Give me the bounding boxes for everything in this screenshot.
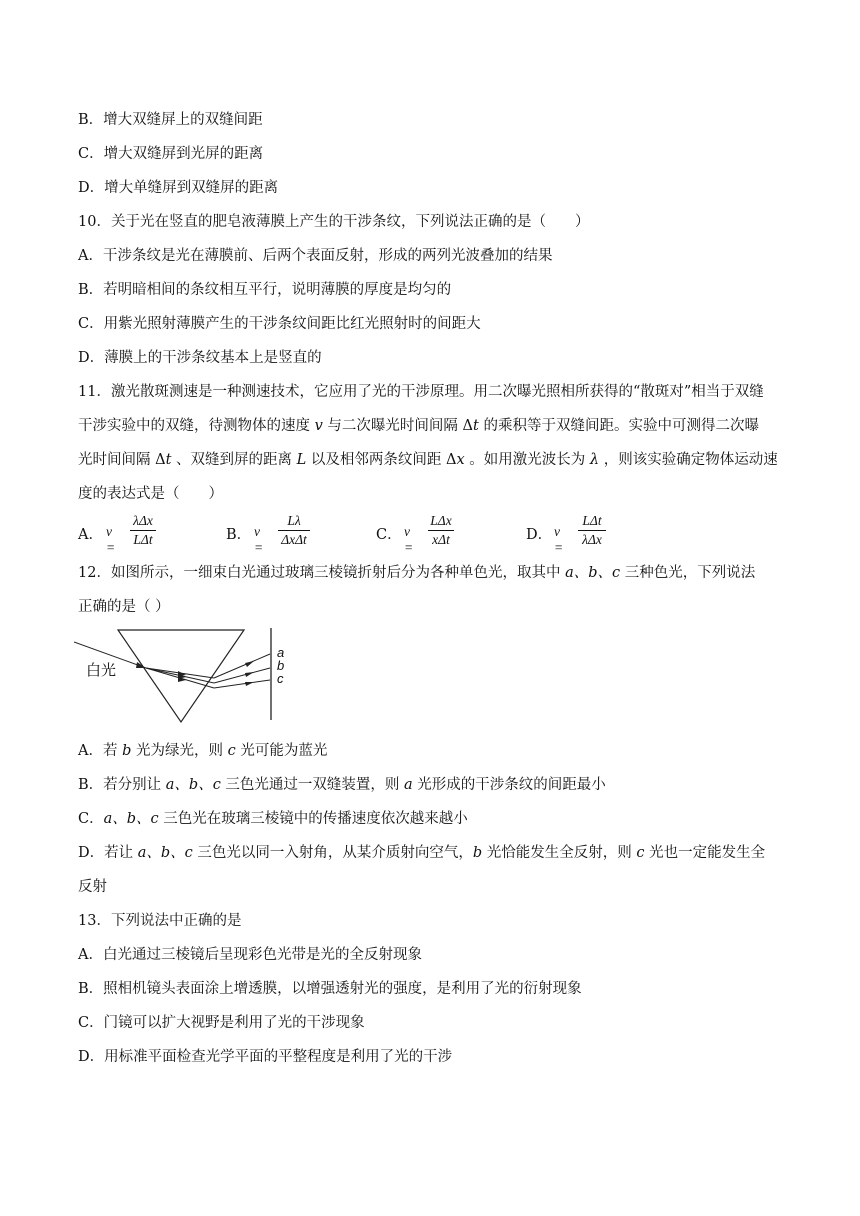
q13-stem: 13．下列说法中正确的是	[78, 913, 242, 929]
q13-option-b: B．照相机镜头表面涂上增透膜，以增强透射光的强度，是利用了光的衍射现象	[78, 981, 582, 997]
q13-option-c: C．门镜可以扩大视野是利用了光的干涉现象	[78, 1015, 365, 1031]
q9-option-b: B．增大双缝屏上的双缝间距	[78, 112, 263, 128]
q10-option-c: C．用紫光照射薄膜产生的干涉条纹间距比红光照射时的间距大	[78, 316, 481, 332]
ray-label-c: c	[277, 671, 284, 686]
q10-option-b: B．若明暗相间的条纹相互平行，说明薄膜的厚度是均匀的	[78, 282, 452, 298]
q10-option-d: D．薄膜上的干涉条纹基本上是竖直的	[78, 350, 322, 366]
q12-option-b: B．若分别让 a、b、c 三色光通过一双缝装置，则 a 光形成的干涉条纹的间距最小	[78, 777, 606, 793]
q12-option-d: D．若让 a、b、c 三色光以同一入射角，从某介质射向空气，b 光恰能发生全反射，则 c 光也一定能发生全	[78, 845, 766, 861]
q13-option-d: D．用标准平面检查光学平面的平整程度是利用了光的干涉	[78, 1049, 453, 1065]
white-light-label: 白光	[86, 662, 117, 679]
q11-options: A． v = λΔx LΔt B． v = Lλ ΔxΔt C． v = LΔx xΔt D． v = LΔt λΔx	[78, 513, 778, 553]
q13-option-a: A．白光通过三棱镜后呈现彩色光带是光的全反射现象	[78, 947, 422, 963]
ray-label-a: a	[277, 645, 285, 660]
q11-stem-line2: 干涉实验中的双缝，待测物体的速度 v 与二次曝光时间间隔 Δt 的乘积等于双缝间距。实验中可测得二次曝	[78, 418, 759, 434]
q10-option-a: A．干涉条纹是光在薄膜前、后两个表面反射，形成的两列光波叠加的结果	[78, 248, 553, 264]
q11-stem-line1: 11．激光散斑测速是一种测速技术，它应用了光的干涉原理。用二次曝光照相所获得的“散斑对”相当于双缝	[78, 384, 764, 400]
q12-stem-line2: 正确的是（ ）	[78, 599, 170, 615]
q9-option-d: D．增大单缝屏到双缝屏的距离	[78, 180, 279, 196]
q12-option-a: A．若 b 光为绿光，则 c 光可能为蓝光	[78, 743, 328, 759]
q12-stem-line1: 12．如图所示，一细束白光通过玻璃三棱镜折射后分为各种单色光，取其中 a、b、c 三种色光，下列说法	[78, 565, 756, 581]
emergent-ray-a	[214, 654, 270, 678]
q12-option-d-line2: 反射	[78, 879, 107, 895]
q9-option-c: C．增大双缝屏到光屏的距离	[78, 146, 264, 162]
q10-stem: 10．关于光在竖直的肥皂液薄膜上产生的干涉条纹，下列说法正确的是（ ）	[78, 214, 590, 230]
q11-stem-line4: 度的表达式是（ ）	[78, 486, 223, 502]
q12-option-c: C．a、b、c 三色光在玻璃三棱镜中的传播速度依次越来越小	[78, 811, 468, 827]
q11-stem-line3: 光时间间隔 Δt 、双缝到屏的距离 L 以及相邻两条纹间距 Δx 。如用激光波长为 λ ，则该实验确定物体运动速	[78, 452, 778, 468]
ray-label-b: b	[277, 658, 285, 673]
prism-figure	[74, 628, 294, 726]
